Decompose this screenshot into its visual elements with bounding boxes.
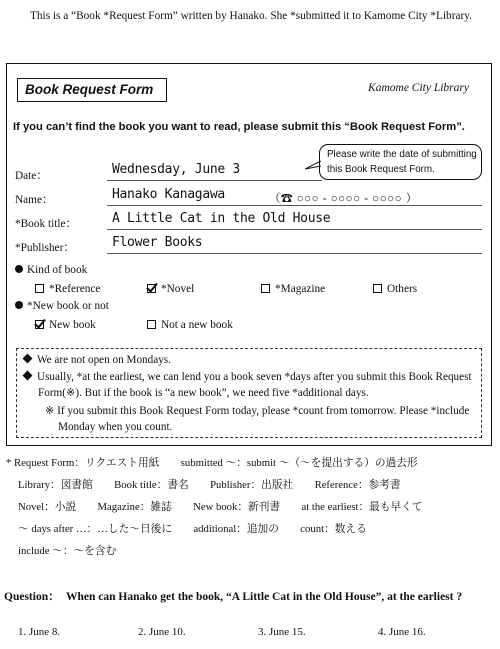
choice-4[interactable]: 4. June 16. [378, 626, 426, 638]
checkbox-checked-icon[interactable] [147, 284, 156, 293]
option-others[interactable]: Others [373, 283, 417, 295]
book-title-underline [107, 229, 482, 230]
glossary-line: include ～：～を含む [18, 545, 117, 557]
kind-of-book-heading: Kind of book [15, 264, 87, 276]
date-label: Date： [15, 170, 48, 182]
name-label: Name： [15, 194, 54, 206]
choice-1[interactable]: 1. June 8. [18, 626, 61, 638]
date-field[interactable]: Wednesday, June 3 [112, 162, 240, 177]
option-new-book[interactable]: New book [35, 319, 96, 331]
intro-text: This is a “Book *Request Form” written by Hanako. She *submitted it to Kamome City *Library. [30, 10, 472, 22]
glossary-line: Novel：小説 Magazine：雑誌 New book：新刊書 at the earliest：最も早くて [18, 501, 423, 513]
diamond-bullet-icon [23, 371, 33, 381]
book-request-form [6, 63, 492, 446]
date-hint-bubble: Please write the date of submitting this Book Request Form. [319, 144, 482, 180]
notice-closed-mondays: We are not open on Mondays. [21, 352, 171, 368]
notice-lending-rule: Usually, *at the earliest, we can lend you a book seven *days after you submit this Book Request Form(※). But if the book is “a new book”, we need five *additional days. [21, 369, 492, 401]
checkbox-icon[interactable] [35, 284, 44, 293]
notice-box [16, 348, 482, 438]
book-title-field[interactable]: A Little Cat in the Old House [112, 211, 331, 226]
form-instruction: If you can’t find the book you want to read, please submit this “Book Request Form”. [13, 121, 465, 133]
new-book-heading: *New book or not [15, 300, 109, 312]
question-text: When can Hanako get the book, “A Little Cat in the Old House”, at the earliest ? [66, 591, 463, 603]
glossary-line: ～ days after …：…した～日後に additional：追加の count：数える [18, 523, 367, 535]
checkbox-icon[interactable] [261, 284, 270, 293]
checkbox-icon[interactable] [147, 320, 156, 329]
form-title: Book Request Form [17, 78, 167, 102]
option-reference[interactable]: *Reference [35, 283, 100, 295]
question-label: Question： [4, 591, 60, 603]
checkbox-icon[interactable] [373, 284, 382, 293]
bullet-icon [15, 301, 23, 309]
choice-2[interactable]: 2. June 10. [138, 626, 186, 638]
name-underline [107, 205, 482, 206]
option-magazine[interactable]: *Magazine [261, 283, 325, 295]
choice-3[interactable]: 3. June 15. [258, 626, 306, 638]
book-title-label: *Book title： [15, 218, 77, 230]
publisher-field[interactable]: Flower Books [112, 235, 203, 250]
publisher-underline [107, 253, 482, 254]
glossary-line: Library：図書館 Book title：書名 Publisher：出版社 Reference：参考書 [18, 479, 401, 491]
glossary-line: * Request Form：リクエスト用紙 submitted ～：submit ～（～を提出する）の過去形 [6, 457, 418, 469]
option-novel[interactable]: *Novel [147, 283, 194, 295]
checkbox-checked-icon[interactable] [35, 320, 44, 329]
date-underline [107, 180, 322, 181]
notice-counting-rule: ※ If you submit this Book Request Form today, please *count from tomorrow. Please *include Monday when you count. [45, 405, 470, 433]
bullet-icon [15, 265, 23, 273]
phone-field[interactable]: （☎ ○○○ - ○○○○ - ○○○○ ） [269, 193, 418, 205]
name-field[interactable]: Hanako Kanagawa [112, 187, 225, 202]
diamond-bullet-icon [23, 354, 33, 364]
library-name: Kamome City Library [368, 82, 469, 94]
option-not-new-book[interactable]: Not a new book [147, 319, 233, 331]
glossary [6, 452, 423, 562]
publisher-label: *Publisher： [15, 242, 75, 254]
